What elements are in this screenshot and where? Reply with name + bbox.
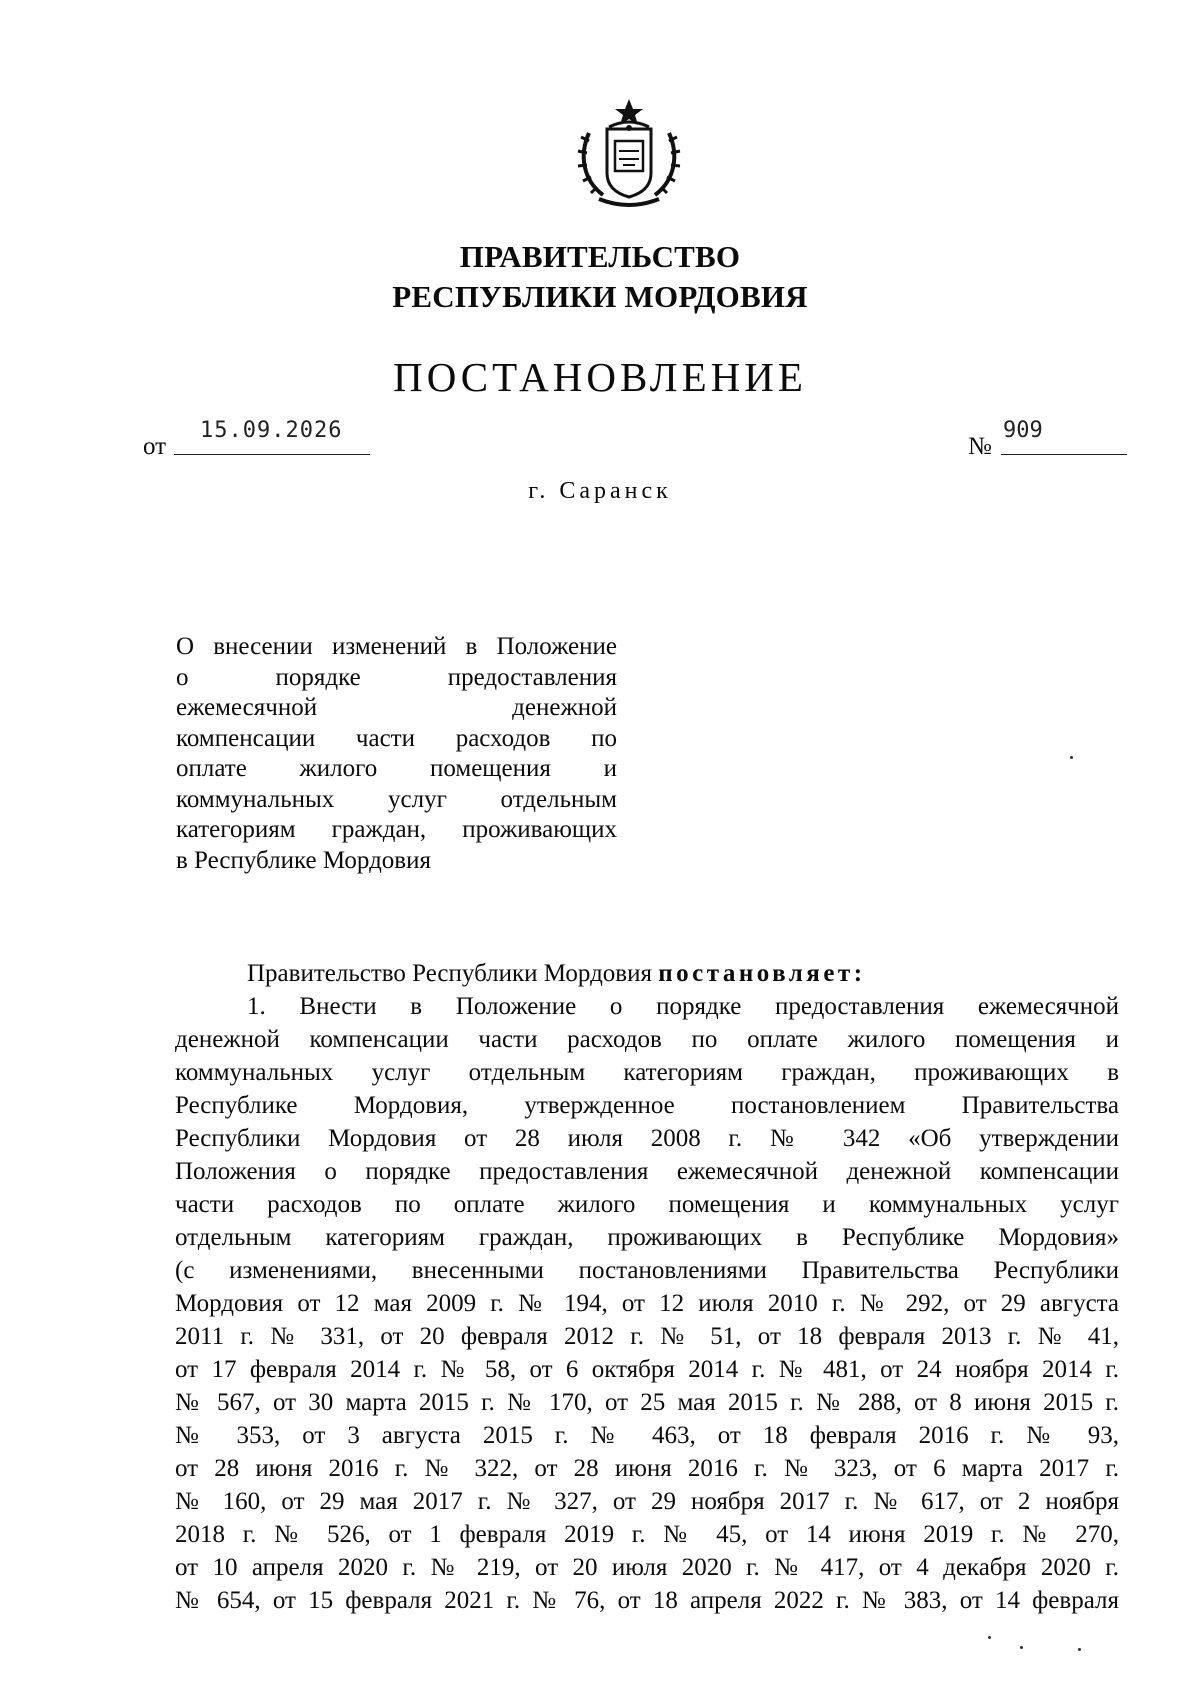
document-number: 909 [1003, 418, 1043, 443]
body-line: от 28 июня 2016 г. № 322, от 28 июня 2016 г. № 323, от 6 марта 2017 г. [175, 1455, 1119, 1482]
scan-speck [1078, 1648, 1081, 1651]
title-line: компенсации части расходов по [176, 724, 617, 752]
document-body [175, 957, 1119, 1617]
body-line: коммунальных услуг отдельным категориям граждан, проживающих в [175, 1059, 1119, 1086]
decree-intro [175, 957, 1119, 990]
scan-speck [1070, 756, 1073, 759]
date-underline [174, 454, 370, 455]
intro-decree-word: постановляет: [658, 960, 866, 987]
number-prefix: № [968, 433, 992, 460]
title-line: категориям граждан, проживающих [176, 816, 617, 843]
title-line: О внесении изменений в Положение [176, 633, 617, 660]
number-underline [1001, 454, 1127, 455]
body-line: Мордовия от 12 мая 2009 г. № 194, от 12 июля 2010 г. № 292, от 29 августа [175, 1290, 1119, 1317]
title-line: о порядке предоставления [176, 663, 617, 691]
government-name-line1: ПРАВИТЕЛЬСТВО [459, 239, 741, 274]
body-line: № 567, от 30 марта 2015 г. № 170, от 25 мая 2015 г. № 288, от 8 июня 2015 г. [175, 1389, 1119, 1416]
body-line: 2018 г. № 526, от 1 февраля 2019 г. № 45, от 14 июня 2019 г. № 270, [175, 1521, 1119, 1548]
body-line: отдельным категориям граждан, проживающих в Республике Мордовия» [175, 1224, 1119, 1251]
title-line: коммунальных услуг отдельным [176, 785, 617, 813]
title-line: в Республике Мордовия [176, 846, 431, 874]
body-line: Республики Мордовия от 28 июля 2008 г. № 342 «Об утверждении [175, 1125, 1119, 1152]
title-line: ежемесячной денежной [176, 694, 617, 721]
body-line: от 10 апреля 2020 г. № 219, от 20 июля 2020 г. № 417, от 4 декабря 2020 г. [175, 1554, 1119, 1581]
body-line: от 17 февраля 2014 г. № 58, от 6 октября 2014 г. № 481, от 24 ноября 2014 г. [175, 1356, 1119, 1383]
document-title [176, 632, 617, 876]
body-line: № 160, от 29 мая 2017 г. № 327, от 29 ноября 2017 г. № 617, от 2 ноября [175, 1488, 1119, 1515]
document-date: 15.09.2026 [200, 418, 343, 443]
body-line: Республике Мордовия, утвержденное постановлением Правительства [175, 1092, 1119, 1119]
document-type-heading: ПОСТАНОВЛЕНИЕ [393, 354, 807, 400]
date-prefix: от [143, 433, 167, 460]
coat-of-arms-icon [573, 95, 685, 215]
body-line: № 654, от 15 февраля 2021 г. № 76, от 18 апреля 2022 г. № 383, от 14 февраля [175, 1587, 1119, 1614]
body-line: (с изменениями, внесенными постановлениями Правительства Республики [175, 1257, 1119, 1284]
city-line: г. Саранск [528, 478, 672, 504]
scan-speck [1020, 1646, 1023, 1649]
body-line: 1. Внести в Положение о порядке предоставления ежемесячной [247, 993, 1119, 1020]
body-line: 2011 г. № 331, от 20 февраля 2012 г. № 51, от 18 февраля 2013 г. № 41, [175, 1323, 1119, 1350]
title-line: оплате жилого помещения и [176, 755, 617, 782]
body-line: Положения о порядке предоставления ежемесячной денежной компенсации [175, 1158, 1119, 1185]
body-line: № 353, от 3 августа 2015 г. № 463, от 18 февраля 2016 г. № 93, [175, 1422, 1119, 1449]
intro-text: Правительство Республики Мордовия [247, 960, 652, 987]
scan-speck [988, 1636, 991, 1639]
government-name-line2: РЕСПУБЛИКИ МОРДОВИЯ [392, 279, 808, 314]
body-line: денежной компенсации части расходов по оплате жилого помещения и [175, 1026, 1119, 1053]
body-line: части расходов по оплате жилого помещения и коммунальных услуг [175, 1191, 1119, 1218]
